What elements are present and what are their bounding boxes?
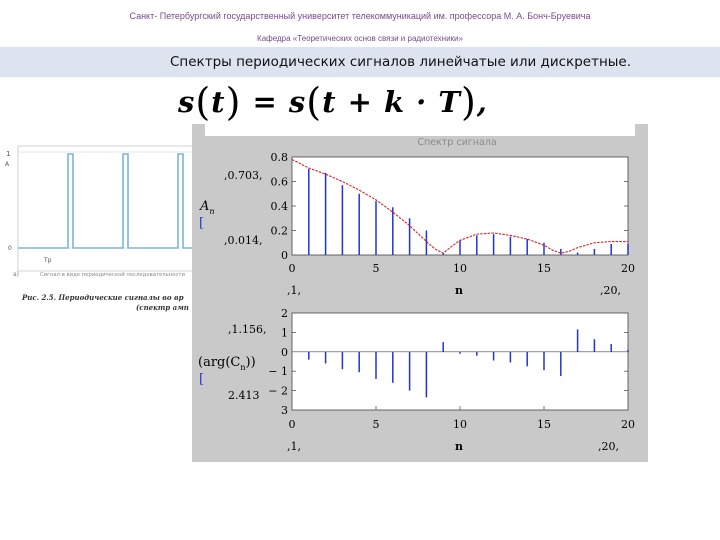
slide-title: Спектры периодических сигналов линейчатые или дискретные.: [170, 54, 632, 70]
phase-x-tick-label: 0: [288, 418, 296, 431]
formula-lhs-fn: s: [178, 85, 196, 119]
amp-x-tick-label: 0: [288, 262, 296, 275]
scan-sub-caption: Сигнал в виде периодической последовательности: [40, 272, 185, 278]
scan-axis-bottom-label: 0: [8, 245, 12, 252]
amp-x-mid-label: n: [455, 284, 463, 297]
formula-equals: =: [252, 85, 278, 119]
phase-x-left-label: ,1,: [287, 440, 301, 453]
amp-y-tick-label: 0: [281, 249, 288, 262]
phase-x-mid-label: n: [455, 440, 463, 453]
amp-y-tick-label: 0.8: [270, 151, 288, 164]
formula-paren: (: [195, 80, 212, 124]
phase-y-tick-label: 2: [281, 307, 288, 320]
amp-x-tick-label: 5: [372, 262, 380, 275]
phase-x-tick-labels: [289, 418, 636, 431]
phase-y-tick-label: 3: [281, 404, 288, 417]
amp-x-tick-labels: [289, 262, 636, 275]
phase-y-tick-label: − 2: [268, 384, 288, 398]
amp-min-label: ,0.014,: [224, 234, 263, 247]
phase-x-tick-label: 20: [621, 418, 635, 431]
scan-sub-label: а): [13, 271, 20, 278]
formula-paren: (: [306, 80, 323, 124]
formula-trail: ,: [476, 85, 488, 119]
phase-y-tick-label: 0: [281, 345, 288, 359]
phase-x-tick-label: 10: [453, 418, 467, 431]
scan-axis-top-label: 1: [6, 150, 11, 158]
formula-rhs-fn: s: [288, 85, 307, 119]
scan-caption-line1: Рис. 2.5. Периодические сигналы во вр: [22, 293, 184, 302]
formula-lhs-var: t: [211, 85, 226, 119]
amp-x-right-label: ,20,: [600, 284, 621, 297]
phase-y-tick-labels: [268, 307, 288, 417]
phase-bracket: [: [199, 372, 205, 387]
phase-x-tick-label: 15: [537, 418, 551, 431]
amp-y-tick-label: 0.6: [270, 175, 288, 189]
formula-rhs-arg: t + k · T: [322, 85, 461, 119]
phase-y-tick-label: 1: [281, 326, 288, 340]
amp-bracket: [: [199, 216, 205, 231]
amp-x-tick-label: 15: [537, 262, 551, 275]
amp-x-left-label: ,1,: [287, 284, 301, 297]
phase-min-label: 2.413: [228, 389, 260, 402]
formula-paren: ): [460, 80, 477, 124]
phase-ylabel: $(arg(C_n))$: [198, 355, 256, 372]
phase-x-tick-label: 5: [372, 418, 380, 431]
formula-paren: ): [225, 80, 242, 124]
phase-x-right-label: ,20,: [598, 440, 619, 453]
phase-max-label: ,1.156,: [228, 323, 267, 336]
amp-ylabel: $A_n$: [200, 199, 215, 216]
scan-caption-line2: (спектр амп: [136, 303, 189, 312]
university-header: Санкт- Петербургский государственный университет телекоммуникаций им. профессора М. А. Бонч-Бруевича: [129, 11, 591, 21]
department-header: Кафедра «Теоретических основ связи и радиотехники»: [257, 34, 463, 43]
amp-y-tick-label: 0.2: [270, 224, 288, 238]
amp-x-tick-label: 20: [621, 262, 635, 275]
amp-y-tick-label: 0.4: [270, 200, 288, 213]
phase-y-tick-label: − 1: [268, 365, 288, 379]
amp-y-tick-labels: [271, 151, 289, 262]
amp-x-tick-label: 10: [453, 262, 467, 275]
scan-tick-label: Tp: [44, 257, 52, 264]
amp-max-label: ,0.703,: [224, 169, 263, 182]
plot-faded-title: Спектр сигнала: [417, 137, 497, 148]
scan-axis-unit-label: A: [5, 161, 10, 168]
